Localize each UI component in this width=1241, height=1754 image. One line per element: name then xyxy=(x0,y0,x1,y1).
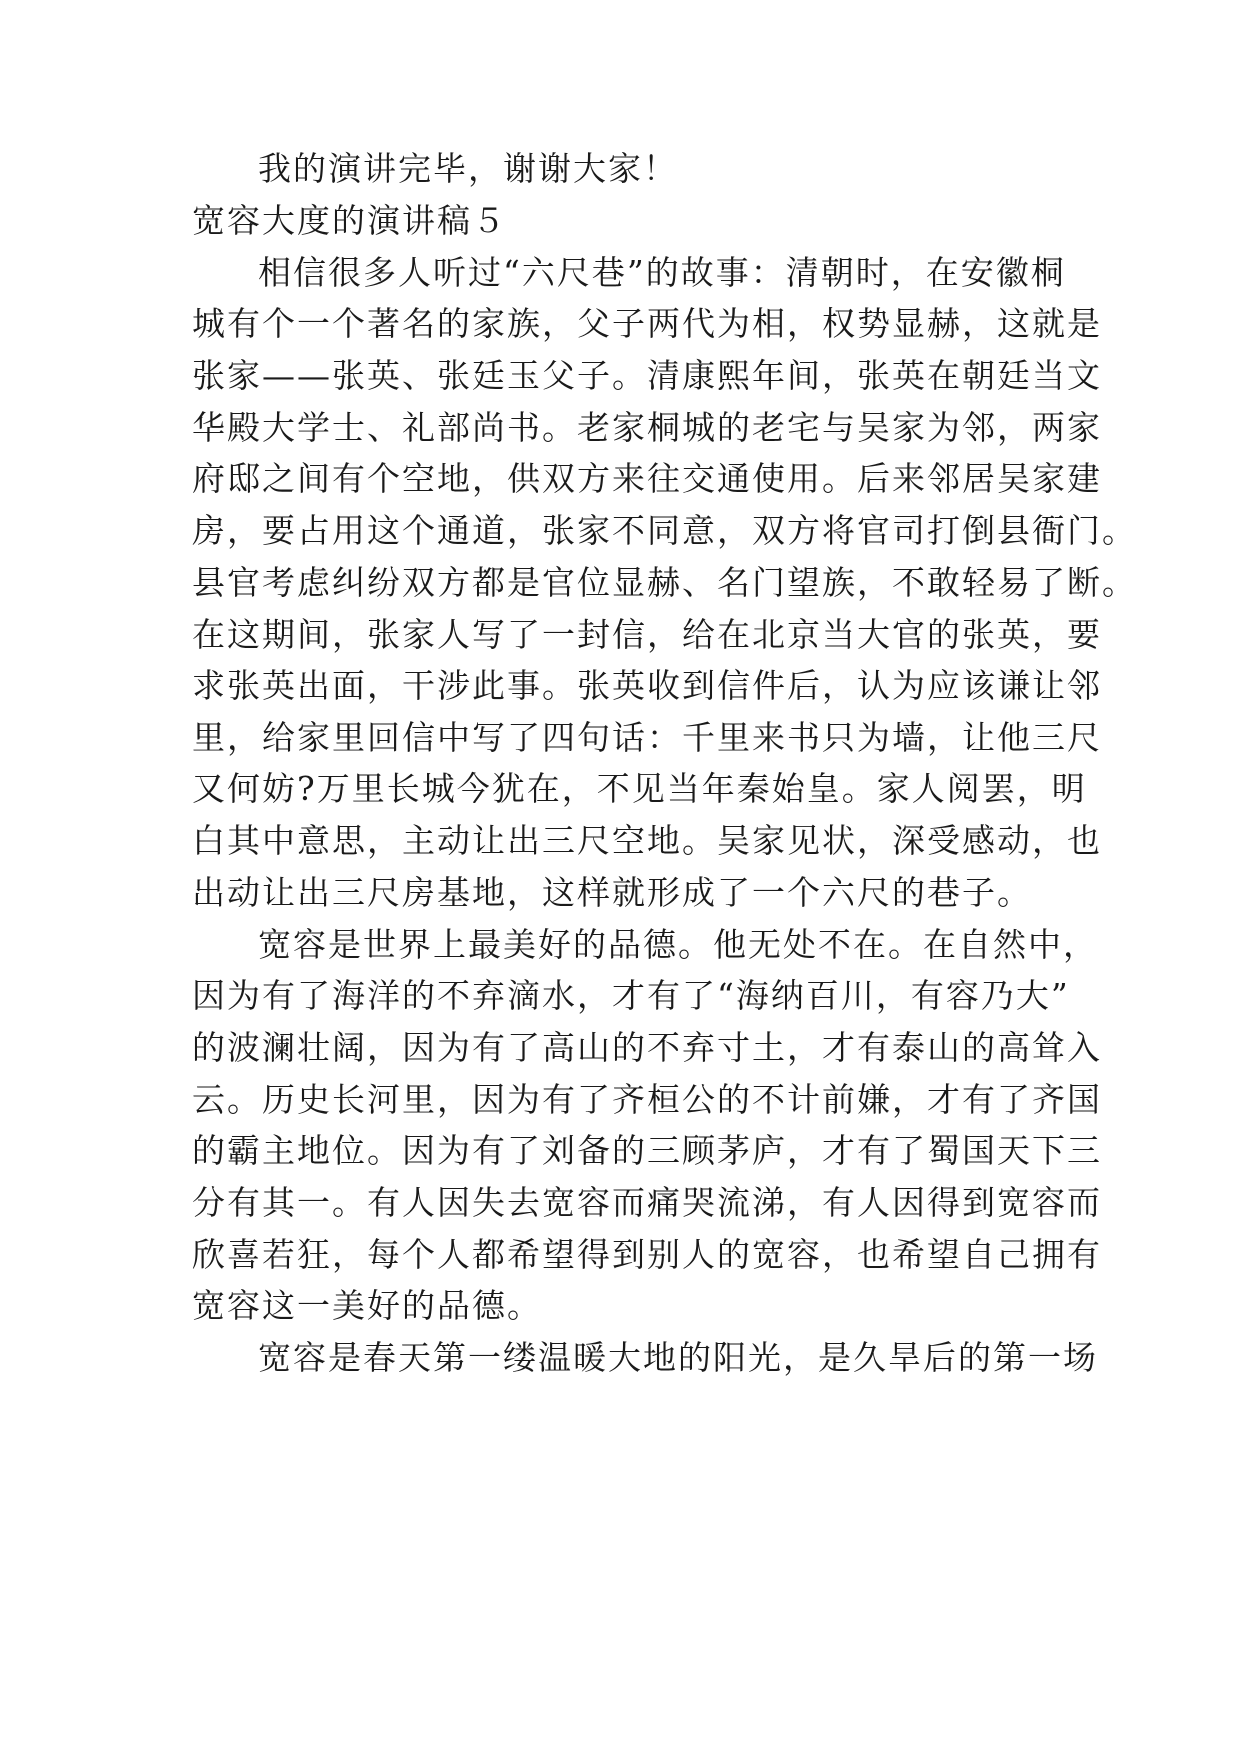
paragraph-line: 的霸主地位。因为有了刘备的三顾茅庐，才有了蜀国天下三 xyxy=(192,1131,1102,1170)
paragraph-line: 出动让出三尺房基地，这样就形成了一个六尺的巷子。 xyxy=(192,873,1032,912)
paragraph-line: 里，给家里回信中写了四句话：千里来书只为墙，让他三尺 xyxy=(192,718,1102,757)
paragraph-line: 欣喜若狂，每个人都希望得到别人的宽容，也希望自己拥有 xyxy=(192,1235,1102,1274)
paragraph-line: 县官考虑纠纷双方都是官位显赫、名门望族，不敢轻易了断。 xyxy=(192,563,1137,602)
paragraph-line: 求张英出面，干涉此事。张英收到信件后，认为应该谦让邻 xyxy=(192,666,1102,705)
paragraph-line: 房，要占用这个通道，张家不同意，双方将官司打倒县衙门。 xyxy=(192,511,1137,550)
paragraph-line: 云。历史长河里，因为有了齐桓公的不计前嫌，才有了齐国 xyxy=(192,1080,1102,1119)
paragraph-line: 白其中意思，主动让出三尺空地。吴家见状，深受感动，也 xyxy=(192,821,1102,860)
paragraph-line: 宽容是春天第一缕温暖大地的阳光，是久旱后的第一场 xyxy=(258,1338,1098,1377)
section-title: 宽容大度的演讲稿５ xyxy=(192,201,507,240)
paragraph-line: 在这期间，张家人写了一封信，给在北京当大官的张英，要 xyxy=(192,615,1102,654)
paragraph-line: 分有其一。有人因失去宽容而痛哭流涕，有人因得到宽容而 xyxy=(192,1183,1102,1222)
paragraph-line: 城有个一个著名的家族，父子两代为相，权势显赫，这就是 xyxy=(192,304,1102,343)
paragraph-line: 相信很多人听过“六尺巷”的故事：清朝时，在安徽桐 xyxy=(258,253,1066,292)
paragraph-line: 的波澜壮阔，因为有了高山的不弃寸土，才有泰山的高耸入 xyxy=(192,1028,1102,1067)
paragraph-line: 又何妨?万里长城今犹在，不见当年秦始皇。家人阅罢，明 xyxy=(192,769,1087,808)
paragraph-line: 府邸之间有个空地，供双方来往交通使用。后来邻居吴家建 xyxy=(192,459,1102,498)
closing-line: 我的演讲完毕，谢谢大家！ xyxy=(258,149,678,188)
paragraph-line: 宽容这一美好的品德。 xyxy=(192,1286,542,1325)
paragraph-line: 华殿大学士、礼部尚书。老家桐城的老宅与吴家为邻，两家 xyxy=(192,408,1102,447)
paragraph-line: 宽容是世界上最美好的品德。他无处不在。在自然中， xyxy=(258,925,1098,964)
paragraph-line: 张家——张英、张廷玉父子。清康熙年间，张英在朝廷当文 xyxy=(192,356,1102,395)
paragraph-line: 因为有了海洋的不弃滴水，才有了“海纳百川，有容乃大” xyxy=(192,976,1070,1015)
